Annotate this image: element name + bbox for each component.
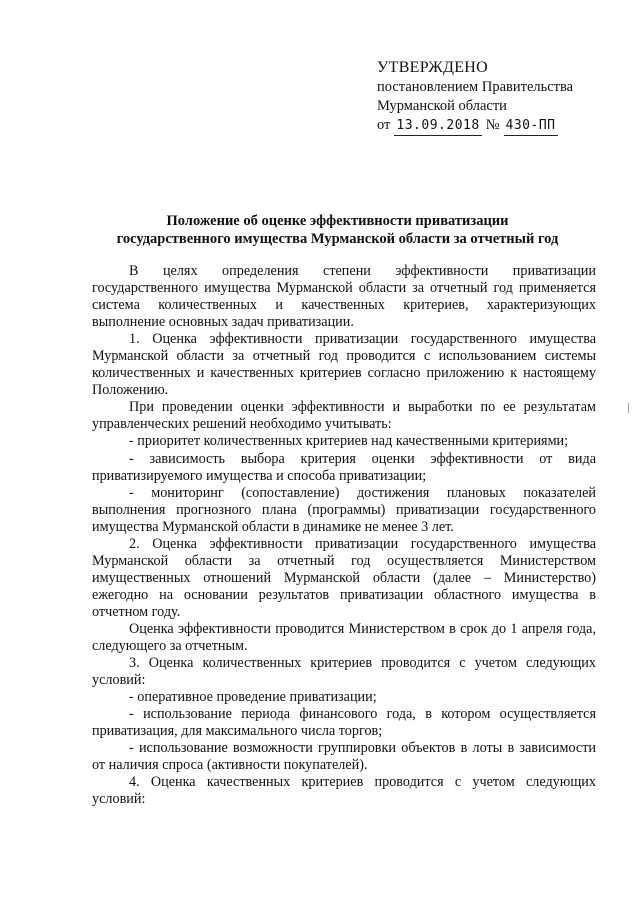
paragraph: 3. Оценка количественных критериев проводится с учетом следующих условий: [92, 655, 596, 689]
paragraph: В целях определения степени эффективности приватизации государственного имущества Мурманской области за отчетный год применяется система количественных и качественных критериев, характеризующих выполнение основных задач приватизации. [92, 263, 596, 331]
paragraph: 4. Оценка качественных критериев проводится с учетом следующих условий: [92, 774, 596, 808]
list-item: - использование возможности группировки объектов в лоты в зависимости от наличия спроса (активности покупателей). [92, 740, 596, 774]
approval-date-line [377, 116, 573, 136]
paragraph: 1. Оценка эффективности приватизации государственного имущества Мурманской области за отчетный год проводится с использованием системы количественных и качественных критериев согласно приложению к настоящему Положению. [92, 331, 596, 399]
approval-line-1: постановлением Правительства [377, 79, 574, 95]
approval-line-2: Мурманской области [377, 98, 507, 114]
list-item: - использование периода финансового года, в котором осуществляется приватизация, для максимального числа торгов; [92, 706, 596, 740]
title-line-2: государственного имущества Мурманской области за отчетный год [116, 231, 559, 247]
scan-mark [628, 403, 629, 413]
approval-date: 13.09.2018 [394, 116, 481, 136]
approved-heading: УТВЕРЖДЕНО [377, 59, 489, 76]
document-title [80, 212, 595, 248]
paragraph: 2. Оценка эффективности приватизации государственного имущества Мурманской области за отчетный год осуществляется Министерством имущественных отношений Мурманской области (далее – Министерство) ежегодно на основании результатов приватизации областного имущества в отчетном году. [92, 535, 596, 620]
list-item: - оперативное проведение приватизации; [129, 689, 377, 706]
paragraph: Оценка эффективности проводится Министерством в срок до 1 апреля года, следующего за отчетным. [92, 620, 596, 655]
approval-number: 430-ПП [504, 116, 558, 136]
paragraph: При проведении оценки эффективности и выработки по ее результатам управленческих решений необходимо учитывать: [92, 399, 596, 433]
date-prefix: от [377, 117, 391, 133]
list-item: - мониторинг (сопоставление) достижения плановых показателей выполнения прогнозного плана (программы) приватизации государственного имущества Мурманской области в динамике не менее 3 лет. [92, 484, 596, 535]
approval-stamp [377, 58, 573, 136]
list-item: - приоритет количественных критериев над качественными критериями; [129, 433, 569, 450]
title-line-1: Положение об оценке эффективности приватизации [166, 213, 509, 229]
number-sign: № [485, 117, 500, 133]
list-item: - зависимость выбора критерия оценки эффективности от вида приватизируемого имущества и способа приватизации; [92, 450, 596, 484]
document-body [92, 263, 596, 809]
